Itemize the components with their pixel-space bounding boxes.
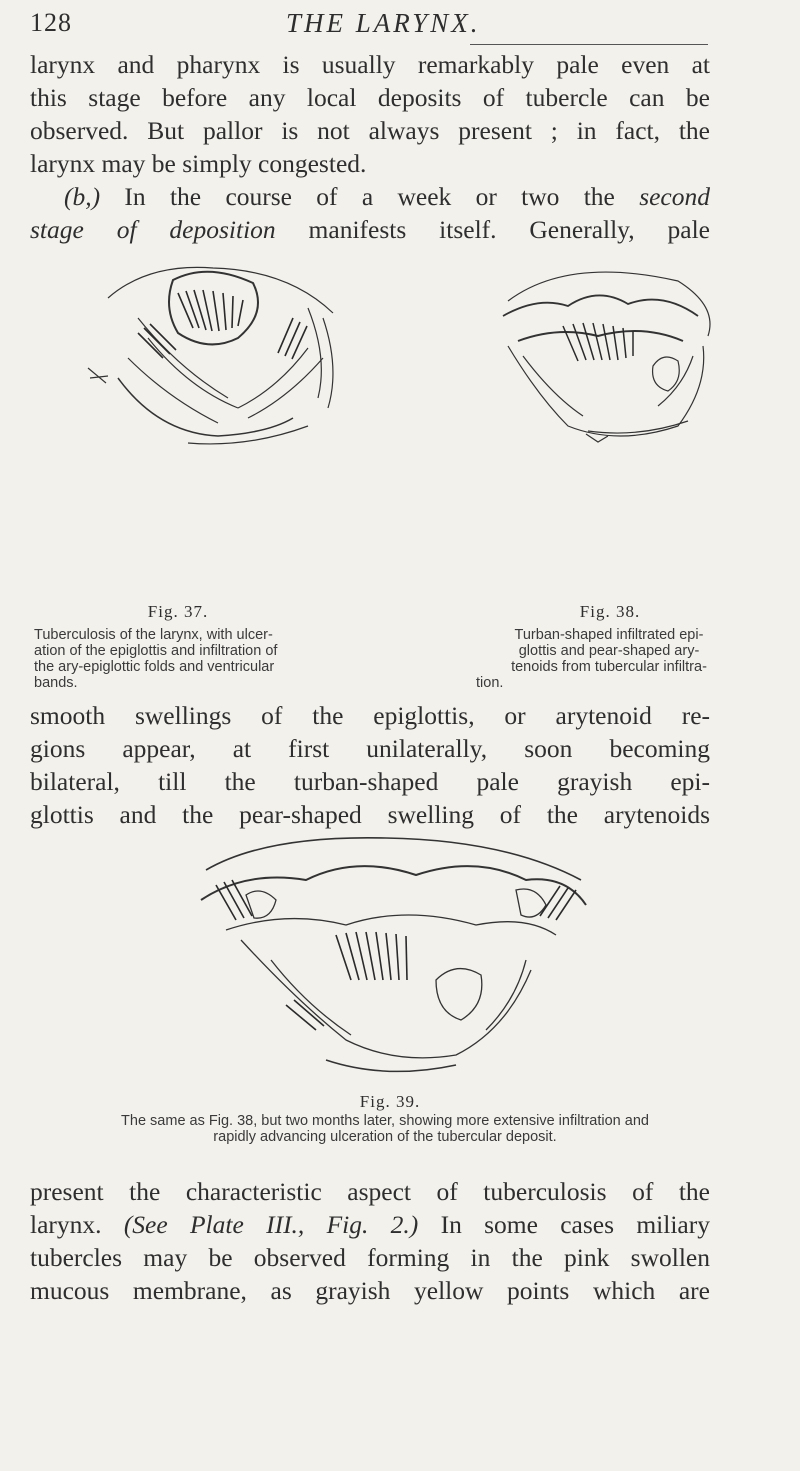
paragraph-3 xyxy=(30,699,710,831)
text-line xyxy=(30,1208,710,1241)
text-line: observed. But pallor is not always present ; in fact, the xyxy=(30,116,710,145)
text-span: In the course of a week or two the xyxy=(100,182,640,211)
emphasis: second xyxy=(639,182,710,211)
caption-line: rapidly advancing ulceration of the tubercular deposit. xyxy=(213,1129,557,1145)
figure-38-illustration xyxy=(478,256,718,596)
page-number: 128 xyxy=(30,8,72,37)
figure-39-illustration xyxy=(186,830,636,1096)
paragraph-4 xyxy=(30,1175,710,1307)
figure-39-caption xyxy=(40,1113,730,1145)
figure-37-caption xyxy=(34,627,354,691)
running-title: THE LARYNX. xyxy=(286,8,481,38)
caption-line: Tuberculosis of the larynx, with ulcer- xyxy=(34,627,273,643)
caption-line: bands. xyxy=(34,675,78,691)
figure-38-caption xyxy=(464,627,754,691)
caption-line: glottis and pear-shaped ary- xyxy=(518,643,700,659)
emphasis: stage of deposition xyxy=(30,215,276,244)
text-line xyxy=(30,180,710,213)
figure-38-label: Fig. 38. xyxy=(579,602,641,621)
text-line: this stage before any local deposits of tubercle can be xyxy=(30,83,710,112)
text-line: gions appear, at first unilaterally, soon becoming xyxy=(30,734,710,763)
header-rule xyxy=(470,44,708,45)
caption-line: The same as Fig. 38, but two months later, showing more extensive infiltration and xyxy=(121,1113,649,1129)
text-line: larynx and pharynx is usually remarkably pale even at xyxy=(30,50,710,79)
paragraph-1 xyxy=(30,48,710,246)
caption-line: ation of the epiglottis and infiltration of xyxy=(34,643,278,659)
caption-line: Turban-shaped infiltrated epi- xyxy=(514,627,704,643)
text-line: present the characteristic aspect of tuberculosis of the xyxy=(30,1177,710,1206)
caption-line: tenoids from tubercular infiltra- xyxy=(511,659,707,675)
figure-37-label: Fig. 37. xyxy=(147,602,209,621)
caption-line: tion. xyxy=(476,675,504,691)
text-line xyxy=(30,213,710,246)
figure-39-label: Fig. 39. xyxy=(359,1092,421,1111)
text-line: glottis and the pear-shaped swelling of the arytenoids xyxy=(30,800,710,829)
text-line: bilateral, till the turban-shaped pale grayish epi- xyxy=(30,767,710,796)
text-span: In some cases miliary xyxy=(418,1210,710,1239)
text-span: manifests itself. Generally, pale xyxy=(275,215,710,244)
caption-line: the ary-epiglottic folds and ventricular xyxy=(34,659,275,675)
text-span: larynx. xyxy=(30,1210,124,1239)
plate-reference: (See Plate III., Fig. 2.) xyxy=(123,1210,419,1239)
text-line: mucous membrane, as grayish yellow points which are xyxy=(30,1276,710,1305)
figure-37-illustration xyxy=(78,258,348,600)
text-line: tubercles may be observed forming in the pink swollen xyxy=(30,1243,710,1272)
text-line: smooth swellings of the epiglottis, or arytenoid re- xyxy=(30,701,710,730)
list-marker: (b,) xyxy=(64,182,101,211)
text-line: larynx may be simply congested. xyxy=(30,149,367,178)
page-header xyxy=(30,4,710,48)
